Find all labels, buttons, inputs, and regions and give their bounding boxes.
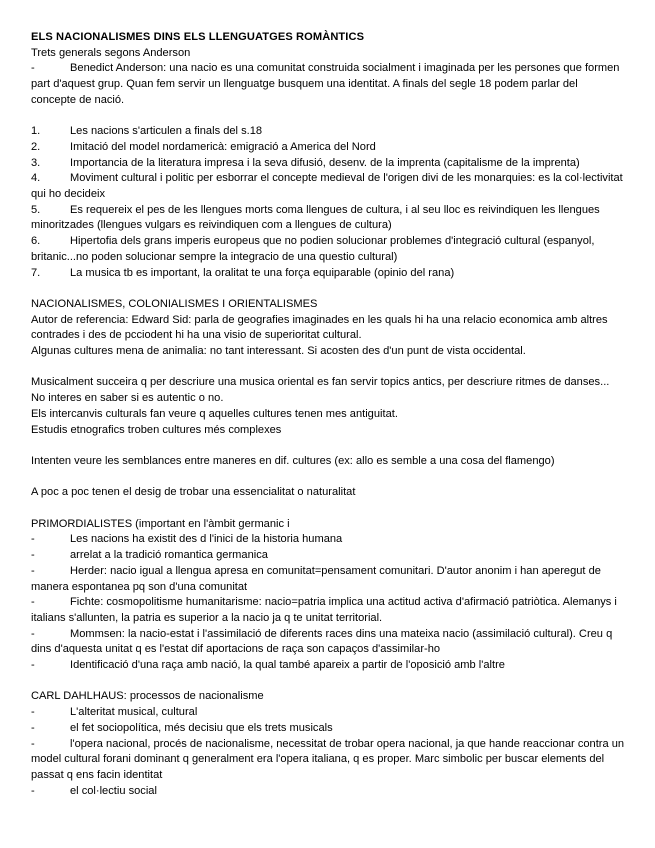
list-item-text: Hipertofia dels grans imperis europeus que no podien solucionar problemes d'integració cultural (espanyol, britanic...no poden solucionar sempre la integracio de una questio cultural) bbox=[31, 235, 595, 263]
section-heading-nacionalismes: NACIONALISMES, COLONIALISMES I ORIENTALISMES bbox=[31, 297, 318, 310]
dash-item bbox=[31, 564, 625, 595]
section-heading-anderson: Trets generals segons Anderson bbox=[31, 46, 191, 59]
paragraph: Intenten veure les semblances entre maneres en dif. cultures (ex: allo es semble a una cosa del flamengo) bbox=[31, 454, 555, 467]
paragraph: Els intercanvis culturals fan veure q aquelles cultures tenen mes antiguitat. bbox=[31, 407, 398, 420]
list-item-text: el col·lectiu social bbox=[70, 784, 157, 797]
list-marker: - bbox=[31, 706, 35, 719]
paragraph: Algunas cultures mena de animalia: no tant interessant. Si acosten des d'un punt de vista occidental. bbox=[31, 345, 526, 358]
list-item-text: el fet sociopolítica, més decisiu que els trets musicals bbox=[70, 721, 333, 734]
list-item-text: L'alteritat musical, cultural bbox=[70, 706, 198, 719]
list-marker: - bbox=[31, 784, 35, 797]
dash-item bbox=[31, 627, 625, 658]
paragraph: Musicalment succeira q per descriure una musica oriental es fan servir topics antics, per descriure ritmes de danses... bbox=[31, 376, 610, 389]
list-marker: - bbox=[31, 659, 35, 672]
list-item-text: Es requereix el pes de les llengues morts coma llengues de cultura, i al seu lloc es reivindiquen les llengues minoritzades (llengues vulgars es reivindiquen com a llengues de cultura) bbox=[31, 203, 600, 232]
numbered-item bbox=[31, 234, 625, 265]
dash-item bbox=[31, 61, 625, 108]
list-item-text: Les nacions ha existit des d l'inici de la historia humana bbox=[70, 533, 343, 546]
paragraph: No interes en saber si es autentic o no. bbox=[31, 392, 224, 405]
list-marker: 1. bbox=[31, 125, 41, 138]
list-item-text: Les nacions s'articulen a finals del s.18 bbox=[70, 125, 263, 138]
document-title: ELS NACIONALISMES DINS ELS LLENGUATGES ROMÀNTICS bbox=[31, 31, 365, 43]
list-item-text: Herder: nacio igual a llengua apresa en comunitat=pensament comunitari. D'autor anonim i han aperegut de manera espontanea pq son d'una comunitat bbox=[31, 564, 601, 593]
dash-item bbox=[31, 737, 625, 784]
list-marker: - bbox=[31, 564, 35, 577]
numbered-item bbox=[31, 156, 625, 172]
dash-item bbox=[31, 532, 625, 548]
list-marker: 6. bbox=[31, 235, 41, 248]
list-item-text: Benedict Anderson: una nacio es una comunitat construida socialment i imaginada per les persones que formen part d'aquest grup. Quan fem servir un llenguatge busquem una identitat. A finals del segle 18 podem parlar del concepte de nació. bbox=[31, 62, 620, 106]
numbered-item bbox=[31, 266, 625, 282]
list-marker: - bbox=[31, 549, 35, 562]
list-marker: 7. bbox=[31, 266, 41, 279]
dash-item bbox=[31, 784, 625, 800]
list-item-text: Fichte: cosmopolitisme humanitarisme: nacio=patria implica una actitud activa d'afirmació patriòtica. Alemanys i italians s'allunten, la patria es superior a la nacio ja q te unitat territorial. bbox=[31, 596, 617, 624]
paragraph: Estudis etnografics troben cultures més complexes bbox=[31, 423, 282, 436]
dash-item bbox=[31, 548, 625, 564]
list-item-text: Moviment cultural i politic per esborrar el concepte medieval de l'origen divi de les monarquies: es la col·lectivitat qui ho decideix bbox=[31, 172, 623, 201]
list-item-text: Importancia de la literatura impresa i la seva difusió, desenv. de la imprenta (capitalisme de la imprenta) bbox=[70, 156, 580, 169]
section-heading-primordialistes: PRIMORDIALISTES (important en l'àmbit germanic i bbox=[31, 517, 290, 530]
dash-item bbox=[31, 705, 625, 721]
list-marker: - bbox=[31, 62, 35, 75]
list-marker: - bbox=[31, 737, 35, 750]
numbered-item bbox=[31, 171, 625, 202]
dash-item bbox=[31, 658, 625, 674]
list-item-text: Imitació del model nordamericà: emigració a America del Nord bbox=[70, 140, 376, 153]
list-item-text: arrelat a la tradició romantica germanica bbox=[70, 549, 268, 562]
section-heading-dahlhaus: CARL DAHLHAUS: processos de nacionalisme bbox=[31, 690, 264, 703]
list-marker: 5. bbox=[31, 203, 41, 216]
paragraph: Autor de referencia: Edward Sid: parla de geografies imaginades en les quals hi ha una relacio economica amb altres contrades i des de pcciodent hi ha una visio de superioritat cultural. bbox=[31, 313, 608, 342]
dash-item bbox=[31, 721, 625, 737]
list-marker: 3. bbox=[31, 156, 41, 169]
numbered-item bbox=[31, 203, 625, 234]
list-item-text: Mommsen: la nacio-estat i l'assimilació de diferents races dins una mateixa nacio (assimilació cultural). Creu q dins d'aquesta unitat q es l'estat dif aportacions de raça son capaços d'assimilar-ho bbox=[31, 627, 613, 656]
list-marker: - bbox=[31, 596, 35, 609]
list-marker: 2. bbox=[31, 140, 41, 153]
list-marker: 4. bbox=[31, 172, 41, 185]
numbered-item bbox=[31, 124, 625, 140]
list-item-text: La musica tb es important, la oralitat te una força equiparable (opinio del rana) bbox=[70, 266, 455, 279]
list-marker: - bbox=[31, 627, 35, 640]
list-item-text: Identificació d'una raça amb nació, la qual també apareix a partir de l'oposició amb l'altre bbox=[70, 659, 505, 672]
numbered-item bbox=[31, 140, 625, 156]
dash-item bbox=[31, 595, 625, 626]
paragraph: A poc a poc tenen el desig de trobar una essencialitat o naturalitat bbox=[31, 486, 356, 499]
list-item-text: l'opera nacional, procés de nacionalisme, necessitat de trobar opera nacional, ja que hande reaccionar contra un model cultural forani dominant q generalment era l'opera italiana, q es proper. Marc simbolic per buscar elements del passat q ens facin identitat bbox=[31, 737, 625, 781]
list-marker: - bbox=[31, 533, 35, 546]
list-marker: - bbox=[31, 721, 35, 734]
